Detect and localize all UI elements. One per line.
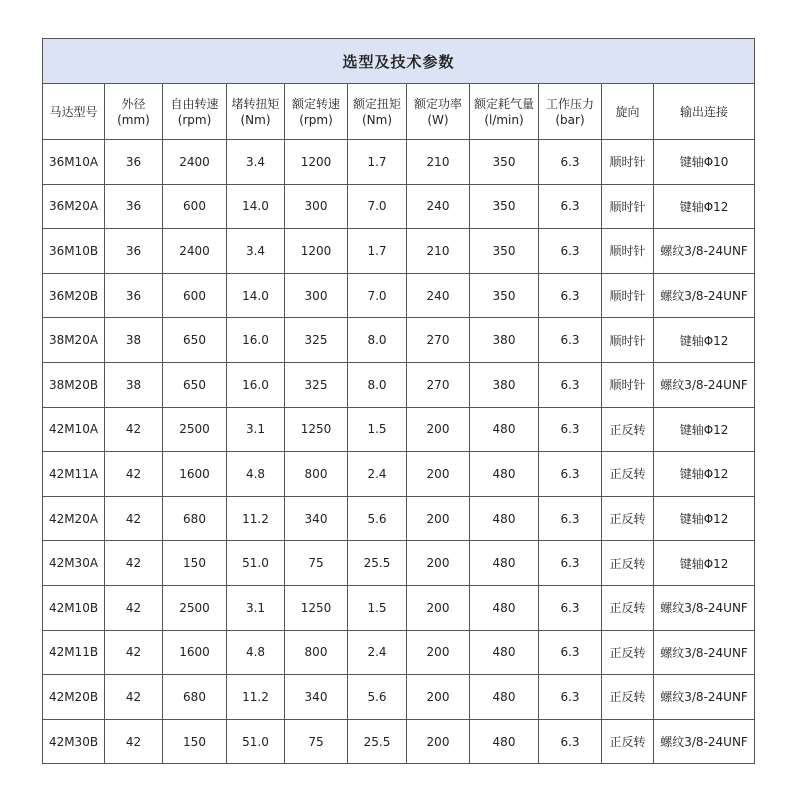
connection-cell: 螺纹3/8-24UNF <box>654 273 755 318</box>
model-cell: 42M30A <box>43 541 105 586</box>
table-cell: 1.5 <box>348 407 407 452</box>
table-cell: 600 <box>163 273 227 318</box>
table-cell: 380 <box>470 362 539 407</box>
table-cell: 6.3 <box>539 273 602 318</box>
model-cell: 42M11B <box>43 630 105 675</box>
table-cell: 800 <box>285 452 348 497</box>
table-row <box>43 630 755 675</box>
table-cell: 6.3 <box>539 675 602 720</box>
connection-cell: 键轴Φ12 <box>654 452 755 497</box>
table-cell: 340 <box>285 496 348 541</box>
column-header <box>43 84 105 140</box>
table-cell: 2.4 <box>348 630 407 675</box>
table-cell: 200 <box>407 541 470 586</box>
column-header-unit: (l/min) <box>484 112 524 127</box>
table-cell: 6.3 <box>539 452 602 497</box>
connection-cell: 键轴Φ12 <box>654 318 755 363</box>
table-row <box>43 496 755 541</box>
table-cell: 36 <box>105 140 163 185</box>
spec-table <box>42 38 755 764</box>
table-cell: 150 <box>163 719 227 764</box>
column-header <box>602 84 654 140</box>
table-cell: 380 <box>470 318 539 363</box>
table-body <box>43 140 755 764</box>
table-cell: 6.3 <box>539 496 602 541</box>
table-cell: 42 <box>105 496 163 541</box>
table-cell: 300 <box>285 273 348 318</box>
table-cell: 2400 <box>163 140 227 185</box>
table-cell: 325 <box>285 362 348 407</box>
table-cell: 350 <box>470 273 539 318</box>
table-cell: 210 <box>407 229 470 274</box>
table-cell: 顺时针 <box>602 362 654 407</box>
column-header-unit: (bar) <box>555 112 585 127</box>
table-cell: 16.0 <box>227 362 285 407</box>
table-cell: 480 <box>470 630 539 675</box>
table-cell: 680 <box>163 675 227 720</box>
table-cell: 正反转 <box>602 585 654 630</box>
model-cell: 42M30B <box>43 719 105 764</box>
table-cell: 2500 <box>163 407 227 452</box>
table-cell: 800 <box>285 630 348 675</box>
column-header-label: 堵转扭矩 <box>231 96 280 111</box>
column-header <box>105 84 163 140</box>
table-cell: 11.2 <box>227 675 285 720</box>
table-cell: 顺时针 <box>602 273 654 318</box>
table-cell: 正反转 <box>602 407 654 452</box>
column-header-unit: (mm) <box>117 112 150 127</box>
table-cell: 42 <box>105 585 163 630</box>
table-cell: 42 <box>105 541 163 586</box>
table-row <box>43 407 755 452</box>
model-cell: 38M20A <box>43 318 105 363</box>
table-cell: 270 <box>407 362 470 407</box>
column-header-label: 工作压力 <box>545 96 594 111</box>
column-header <box>407 84 470 140</box>
table-cell: 480 <box>470 675 539 720</box>
table-cell: 240 <box>407 184 470 229</box>
table-cell: 240 <box>407 273 470 318</box>
table-cell: 200 <box>407 719 470 764</box>
table-row <box>43 362 755 407</box>
table-cell: 200 <box>407 407 470 452</box>
table-cell: 6.3 <box>539 719 602 764</box>
table-cell: 200 <box>407 675 470 720</box>
table-cell: 顺时针 <box>602 229 654 274</box>
column-header <box>470 84 539 140</box>
column-header-unit: (W) <box>427 112 449 127</box>
column-header <box>163 84 227 140</box>
table-cell: 8.0 <box>348 362 407 407</box>
table-cell: 正反转 <box>602 541 654 586</box>
table-cell: 38 <box>105 362 163 407</box>
model-cell: 42M10B <box>43 585 105 630</box>
table-cell: 350 <box>470 229 539 274</box>
table-cell: 6.3 <box>539 140 602 185</box>
table-cell: 51.0 <box>227 541 285 586</box>
connection-cell: 键轴Φ12 <box>654 407 755 452</box>
table-row <box>43 140 755 185</box>
table-cell: 200 <box>407 452 470 497</box>
model-cell: 42M11A <box>43 452 105 497</box>
table-cell: 3.4 <box>227 140 285 185</box>
table-cell: 5.6 <box>348 675 407 720</box>
connection-cell: 键轴Φ10 <box>654 140 755 185</box>
table-cell: 2.4 <box>348 452 407 497</box>
connection-cell: 键轴Φ12 <box>654 541 755 586</box>
table-cell: 480 <box>470 496 539 541</box>
table-cell: 42 <box>105 719 163 764</box>
column-header-unit: (Nm) <box>240 112 271 127</box>
table-cell: 340 <box>285 675 348 720</box>
table-cell: 6.3 <box>539 362 602 407</box>
table-row <box>43 541 755 586</box>
connection-cell: 螺纹3/8-24UNF <box>654 229 755 274</box>
table-cell: 2400 <box>163 229 227 274</box>
table-cell: 3.1 <box>227 407 285 452</box>
column-header <box>348 84 407 140</box>
table-cell: 4.8 <box>227 630 285 675</box>
table-cell: 14.0 <box>227 184 285 229</box>
table-cell: 7.0 <box>348 184 407 229</box>
connection-cell: 螺纹3/8-24UNF <box>654 585 755 630</box>
table-cell: 42 <box>105 630 163 675</box>
table-cell: 650 <box>163 362 227 407</box>
table-cell: 1600 <box>163 630 227 675</box>
table-cell: 6.3 <box>539 585 602 630</box>
table-cell: 600 <box>163 184 227 229</box>
table-cell: 1200 <box>285 229 348 274</box>
table-cell: 25.5 <box>348 541 407 586</box>
model-cell: 42M20A <box>43 496 105 541</box>
model-cell: 36M20B <box>43 273 105 318</box>
model-cell: 36M10A <box>43 140 105 185</box>
column-header <box>285 84 348 140</box>
table-cell: 1250 <box>285 407 348 452</box>
table-cell: 5.6 <box>348 496 407 541</box>
table-cell: 顺时针 <box>602 318 654 363</box>
column-header <box>227 84 285 140</box>
connection-cell: 键轴Φ12 <box>654 496 755 541</box>
table-cell: 顺时针 <box>602 140 654 185</box>
table-cell: 75 <box>285 541 348 586</box>
table-cell: 正反转 <box>602 719 654 764</box>
table-cell: 正反转 <box>602 452 654 497</box>
table-cell: 6.3 <box>539 318 602 363</box>
table-cell: 200 <box>407 630 470 675</box>
table-cell: 正反转 <box>602 675 654 720</box>
column-header-label: 外径 <box>121 96 146 111</box>
table-cell: 480 <box>470 585 539 630</box>
table-cell: 4.8 <box>227 452 285 497</box>
table-cell: 75 <box>285 719 348 764</box>
column-header-unit: (rpm) <box>177 112 212 127</box>
table-row <box>43 229 755 274</box>
column-header-label: 额定转速 <box>291 96 340 111</box>
model-cell: 42M20B <box>43 675 105 720</box>
model-cell: 36M10B <box>43 229 105 274</box>
table-cell: 14.0 <box>227 273 285 318</box>
table-cell: 325 <box>285 318 348 363</box>
table-cell: 42 <box>105 452 163 497</box>
column-header-label: 额定扭矩 <box>352 96 401 111</box>
table-cell: 200 <box>407 585 470 630</box>
table-cell: 1250 <box>285 585 348 630</box>
column-header-label: 马达型号 <box>49 104 98 119</box>
table-cell: 480 <box>470 452 539 497</box>
table-row <box>43 184 755 229</box>
column-header-unit: (rpm) <box>299 112 333 127</box>
table-title: 选型及技术参数 <box>43 39 755 84</box>
column-header-label: 旋向 <box>615 104 640 119</box>
table-cell: 42 <box>105 407 163 452</box>
table-cell: 8.0 <box>348 318 407 363</box>
connection-cell: 螺纹3/8-24UNF <box>654 675 755 720</box>
table-row <box>43 675 755 720</box>
table-cell: 6.3 <box>539 630 602 675</box>
table-row <box>43 318 755 363</box>
table-row <box>43 585 755 630</box>
table-cell: 6.3 <box>539 541 602 586</box>
model-cell: 38M20B <box>43 362 105 407</box>
table-cell: 36 <box>105 229 163 274</box>
table-cell: 150 <box>163 541 227 586</box>
column-header-label: 额定功率 <box>413 96 462 111</box>
connection-cell: 螺纹3/8-24UNF <box>654 630 755 675</box>
column-header-label: 额定耗气量 <box>473 96 534 111</box>
table-cell: 36 <box>105 273 163 318</box>
connection-cell: 螺纹3/8-24UNF <box>654 719 755 764</box>
header-row <box>43 84 755 140</box>
connection-cell: 螺纹3/8-24UNF <box>654 362 755 407</box>
table-cell: 1.7 <box>348 140 407 185</box>
table-cell: 6.3 <box>539 229 602 274</box>
table-cell: 200 <box>407 496 470 541</box>
column-header <box>539 84 602 140</box>
connection-cell: 键轴Φ12 <box>654 184 755 229</box>
column-header-label: 自由转速 <box>170 96 219 111</box>
table-cell: 2500 <box>163 585 227 630</box>
table-row <box>43 452 755 497</box>
table-cell: 270 <box>407 318 470 363</box>
table-cell: 1.5 <box>348 585 407 630</box>
table-cell: 350 <box>470 140 539 185</box>
table-row <box>43 273 755 318</box>
column-header <box>654 84 755 140</box>
table-cell: 38 <box>105 318 163 363</box>
table-cell: 350 <box>470 184 539 229</box>
table-cell: 11.2 <box>227 496 285 541</box>
table-cell: 6.3 <box>539 184 602 229</box>
table-cell: 顺时针 <box>602 184 654 229</box>
table-cell: 1200 <box>285 140 348 185</box>
table-cell: 680 <box>163 496 227 541</box>
table-cell: 650 <box>163 318 227 363</box>
table-cell: 3.1 <box>227 585 285 630</box>
table-cell: 1600 <box>163 452 227 497</box>
table-cell: 480 <box>470 541 539 586</box>
table-row <box>43 719 755 764</box>
table-cell: 7.0 <box>348 273 407 318</box>
table-cell: 51.0 <box>227 719 285 764</box>
table-cell: 6.3 <box>539 407 602 452</box>
table-cell: 480 <box>470 719 539 764</box>
model-cell: 36M20A <box>43 184 105 229</box>
table-cell: 36 <box>105 184 163 229</box>
model-cell: 42M10A <box>43 407 105 452</box>
table-cell: 480 <box>470 407 539 452</box>
column-header-label: 输出连接 <box>680 104 729 119</box>
table-cell: 210 <box>407 140 470 185</box>
table-cell: 3.4 <box>227 229 285 274</box>
table-cell: 300 <box>285 184 348 229</box>
table-cell: 25.5 <box>348 719 407 764</box>
column-header-unit: (Nm) <box>361 112 393 127</box>
table-cell: 正反转 <box>602 630 654 675</box>
table-cell: 正反转 <box>602 496 654 541</box>
table-cell: 42 <box>105 675 163 720</box>
table-cell: 16.0 <box>227 318 285 363</box>
table-cell: 1.7 <box>348 229 407 274</box>
